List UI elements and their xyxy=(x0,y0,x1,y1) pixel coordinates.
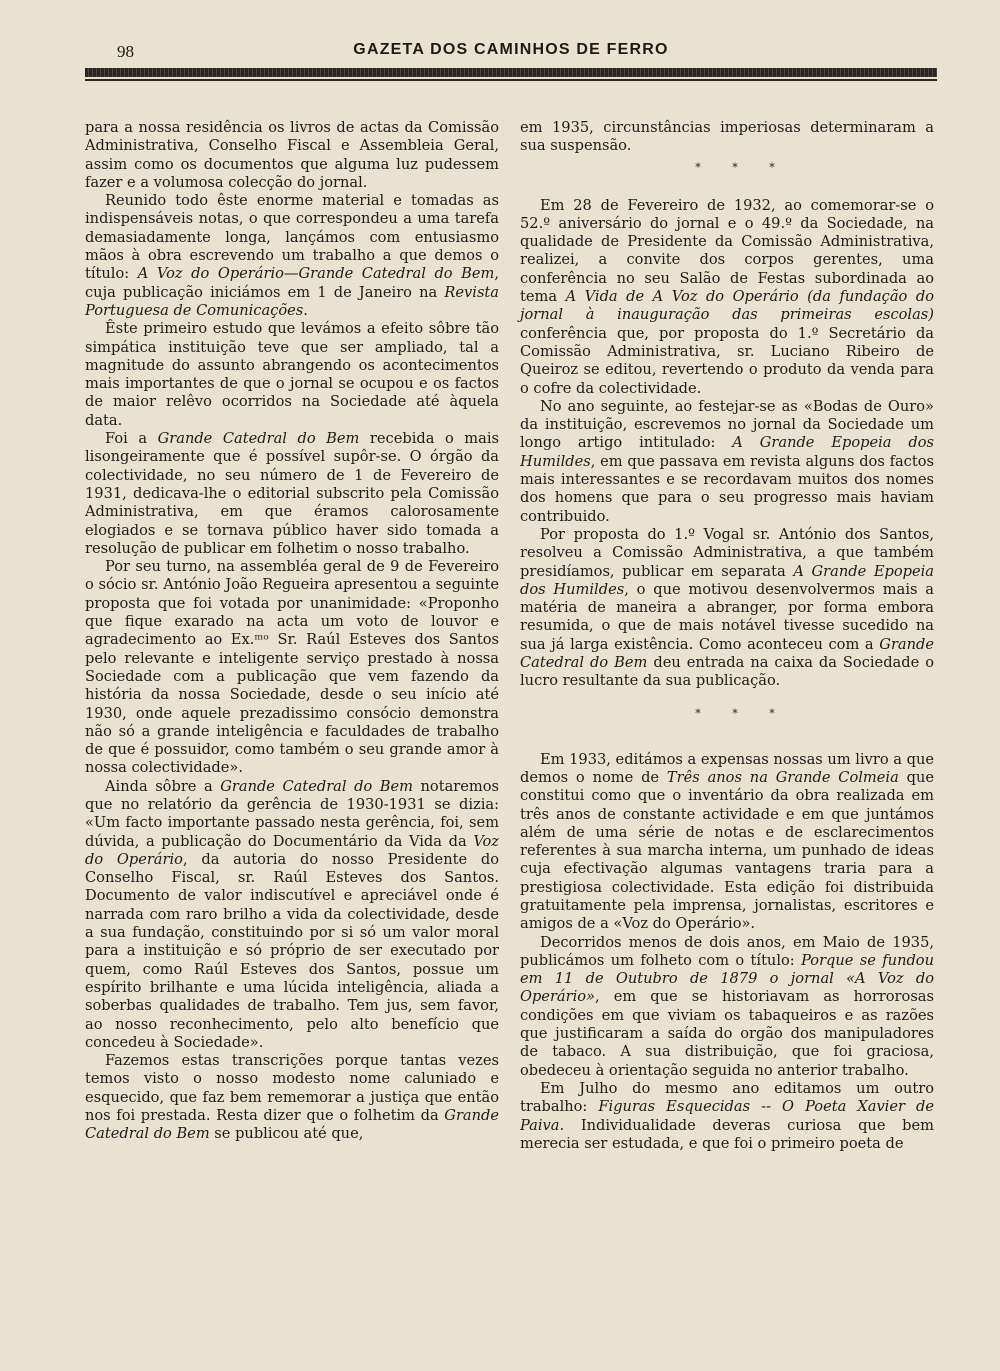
text-run: recebida o mais lisongeiramente que é possível supôr-se. O órgão da colectividade, no seu número de 1 de Fevereiro de 1931, dedicava-lhe o editorial subscrito pela Comissão Administrativa, em que éramos calorosamente elogiados e se tornava público haver sido tomada a resolução de publicar em folhetim o nosso trabalho. xyxy=(85,430,500,557)
paragraph-r1 xyxy=(520,119,934,156)
left-column xyxy=(85,119,499,1144)
text-run: Foi a xyxy=(105,430,158,448)
text-run: . xyxy=(303,301,308,319)
text-run: , em que se historiavam as horrorosas condições em que viviam os tabaqueiros e as razões que justificaram a saída do orgão dos manipuladores de tabaco. A sua distribuição, que foi graciosa, obedeceu à orientação seguida no anterior trabalho. xyxy=(520,988,934,1079)
paragraph-r4 xyxy=(520,526,934,691)
paragraph-r3 xyxy=(520,398,934,526)
left-column-body xyxy=(85,119,499,1144)
text-run: , em que passava em revista alguns dos factos mais interessantes e se recordavam muitos dos nomes dos homens que para o seu progresso mais haviam contribuido. xyxy=(520,452,934,525)
paragraph-p4 xyxy=(85,430,499,558)
right-column-bottom xyxy=(520,751,934,1154)
text-run: conferência que, por proposta do 1.º Secretário da Comissão Administrativa, sr. Luciano Ribeiro de Queiroz se editou, revertendo o produto da venda para o cofre da colectividade. xyxy=(520,324,934,397)
page-number: 98 xyxy=(117,42,134,61)
italic-title: A Vida de A Voz do Operário (da fundação do jornal à inauguração das primeiras escolas) xyxy=(520,288,934,324)
italic-title: Grande Catedral do Bem xyxy=(220,777,413,795)
right-column xyxy=(520,119,934,1153)
text-run: notaremos que no relatório da gerência de 1930-1931 se dizia: «Um facto importante passado nesta gerência, foi, sem dúvida, a publicação do Documentário da Vida da xyxy=(85,777,500,850)
text-run: No ano seguinte, ao festejar-se as «Bodas de Ouro» da instituição, escrevemos no jornal da Sociedade um longo artigo intitulado: xyxy=(520,397,934,452)
paragraph-p1 xyxy=(85,119,499,192)
header-rule-thick xyxy=(85,68,937,77)
italic-title: A Grande Epopeia dos Humildes xyxy=(520,562,934,598)
paragraph-r7 xyxy=(520,1080,934,1153)
italic-title: Figuras Esquecidas -- O Poeta Xavier de Paiva xyxy=(520,1098,935,1134)
paragraph-p3 xyxy=(85,320,499,430)
text-run: em 1935, circunstâncias imperiosas determinaram a sua suspensão. xyxy=(520,119,934,155)
paragraph-r5 xyxy=(520,751,934,934)
italic-title: Porque se fundou em 11 de Outubro de 1879 o jornal «A Voz do Operário» xyxy=(520,951,934,1006)
text-run: Por proposta do 1.º Vogal sr. António dos Santos, resolveu a Comissão Administrativa, a que também presidíamos, publicar em separata xyxy=(520,525,934,580)
text-run: Fazemos estas transcrições porque tantas vezes temos visto o nosso modesto nome caluniado e esquecido, que faz bem rememorar a justiça que então nos foi prestada. Resta dizer que o folhetim da xyxy=(85,1052,499,1125)
paragraph-p5 xyxy=(85,558,499,778)
text-run: . Individualidade deveras curiosa que bem merecia ser estudada, e que foi o primeiro poeta de xyxy=(520,1116,934,1152)
italic-title: Três anos na Grande Colmeia xyxy=(666,768,899,786)
italic-title: A Grande Epopeia dos Humildes xyxy=(520,434,934,470)
text-run: Em 28 de Fevereiro de 1932, ao comemorar-se o 52.º aniversário do jornal e o 49.º da Sociedade, na qualidade de Presidente da Comissão Administrativa, realizei, a convite dos corpos gerentes, uma conferência no seu Salão de Festas subordinada ao tema xyxy=(520,196,934,306)
italic-title: Voz do Operário xyxy=(85,832,499,868)
text-run: Decorridos menos de dois anos, em Maio de 1935, publicámos um folheto com o título: xyxy=(520,933,934,969)
section-ornament: * * * xyxy=(695,706,789,720)
text-run: , da autoria do nosso Presidente do Conselho Fiscal, sr. Raúl Esteves dos Santos. Documento de valor indiscutível e apreciável onde é narrada com raro brilho a vida da colectividade, desde a sua fundação, constituindo por si só um valor moral para a instituição e só próprio de ser executado por quem, como Raúl Esteves dos Santos, possue um espírito brilhante e uma lúcida inteligência, aliada a soberbas qualidades de trabalho. Tem jus, sem favor, ao nosso reconhecimento, pelo alto benefício que concedeu à Sociedade». xyxy=(85,850,499,1051)
right-column-middle xyxy=(520,197,934,691)
italic-title: Grande Catedral do Bem xyxy=(85,1107,499,1143)
paragraph-p7 xyxy=(85,1052,499,1143)
text-run: Êste primeiro estudo que levámos a efeito sôbre tão simpática instituição teve que ser ampliado, tal a magnitude do assunto abrangendo os acontecimentos mais importantes de que o jornal se ocupou e os factos de maior relêvo ocorridos na Sociedade até àquela data. xyxy=(85,320,499,429)
section-ornament: * * * xyxy=(695,160,789,174)
text-run: , cuja publicação iniciámos em 1 de Janeiro na xyxy=(85,265,499,301)
text-run: Por seu turno, na assembléa geral de 9 de Fevereiro o sócio sr. António João Regueira apresentou a seguinte proposta que foi votada por unanimidade: «Proponho que fique exarado na acta um voto de louvor e agradecimento ao Ex.ᵐᵒ Sr. Raúl Esteves dos Santos pelo relevante e inteligente serviço prestado à nossa Sociedade com a publicação que vem fazendo da história da nossa Sociedade, desde o seu início até 1930, onde aquele prezadissimo consócio demonstra não só a grande inteligência e faculdades de trabalho de que é possuidor, como também o seu grande amor à nossa colectividade». xyxy=(85,558,499,777)
text-run: Ainda sôbre a xyxy=(105,777,221,795)
text-run: Reunido todo êste enorme material e tomadas as indispensáveis notas, o que correspondeu a uma tarefa demasiadamente longa, lançámos com entusiasmo mãos à obra escrevendo um trabalho a que demos o título: xyxy=(85,192,499,283)
text-run: Em 1933, editámos a expensas nossas um livro a que demos o nome de xyxy=(520,750,934,786)
italic-title: Revista Portuguesa de Comunicações xyxy=(85,283,499,319)
paragraph-p6 xyxy=(85,778,499,1052)
paragraph-r2 xyxy=(520,197,934,398)
text-run: que constitui como que o inventário da obra realizada em três anos de constante actividade e em que juntámos além de uma série de notas e de esclarecimentos referentes à sua marcha interna, um punhado de ideas cuja efectivação algumas vantagens traria para a prestigiosa colectividade. Esta edição foi distribuida gratuitamente pela imprensa, jornalistas, escritores e amigos de a «Voz do Operário». xyxy=(520,768,935,933)
italic-title: Grande Catedral do Bem xyxy=(157,430,360,448)
journal-title: GAZETA DOS CAMINHOS DE FERRO xyxy=(353,41,669,58)
page-header xyxy=(85,38,937,68)
right-column-top xyxy=(520,119,934,156)
paragraph-p2 xyxy=(85,192,499,320)
text-run: para a nossa residência os livros de actas da Comissão Administrativa, Conselho Fiscal e Assembleia Geral, assim como os documentos que alguma luz pudessem fazer e a volumosa colecção do jornal. xyxy=(85,119,499,191)
text-run: , o que motivou desenvolvermos mais a matéria de maneira a abranger, por forma embora resumida, o que de mais notável tivesse sucedido na sua já larga existência. Como aconteceu com a xyxy=(520,580,934,653)
text-run: deu entrada na caixa da Sociedade o lucro resultante da sua publicação. xyxy=(520,654,934,690)
text-run: se publicou até que, xyxy=(209,1125,364,1143)
paragraph-r6 xyxy=(520,934,934,1080)
italic-title: Grande Catedral do Bem xyxy=(520,635,934,672)
text-run: Em Julho do mesmo ano editamos um outro trabalho: xyxy=(520,1079,934,1116)
italic-title: A Voz do Operário—Grande Catedral do Bem xyxy=(137,265,495,283)
header-rule-thin xyxy=(85,79,937,81)
